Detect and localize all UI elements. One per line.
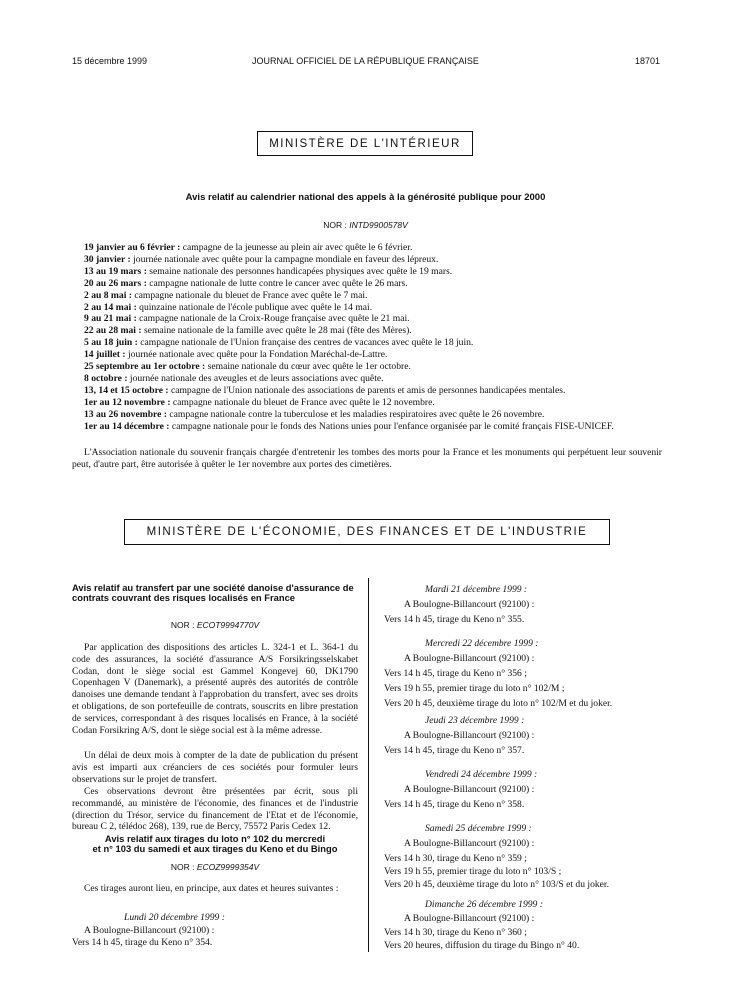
calendar-item-text: journée nationale des aveugles et de leurs associations avec quête. [127, 372, 384, 384]
calendar-item-date: 2 au 8 mai : [84, 289, 132, 301]
calendar-item-text: campagne nationale du bleuet de France avec quête le 12 novembre. [170, 396, 435, 408]
calendar-item [84, 254, 438, 265]
page-number: 18701 [634, 56, 660, 66]
schedule-place: A Boulogne-Billancourt (92100) : [404, 653, 535, 664]
schedule-day: Samedi 25 décembre 1999 : [425, 823, 532, 834]
schedule-day: Jeudi 23 décembre 1999 : [425, 715, 525, 726]
calendar-item [84, 361, 411, 372]
schedule-line: Vers 20 heures, diffusion du tirage du Bingo n° 40. [384, 940, 580, 951]
calendar-item [84, 302, 372, 313]
calendar-item [84, 290, 367, 301]
nor-code: INTD9900578V [349, 220, 408, 230]
calendar-item-date: 30 janvier : [84, 253, 131, 265]
transfer-paragraph-3: Ces observations devront être présentées par écrit, sous pli recommandé, au ministère de l'économie, des finances et de l'industrie (direction du Trésor, service du financement de l'Etat et de l'économie, bureau C 2, télédoc 268), 139, rue de Bercy, 75572 Paris Cedex 12. [72, 786, 358, 833]
calendar-item-date: 2 au 14 mai : [84, 301, 137, 313]
nor-code: ECOT9994770V [196, 620, 260, 630]
schedule-line: Vers 14 h 30, tirage du Keno n° 359 ; [384, 853, 527, 864]
calendar-item [84, 242, 412, 253]
calendar-item-date: 13 au 26 novembre : [84, 408, 167, 420]
journal-title: JOURNAL OFFICIEL DE LA RÉPUBLIQUE FRANÇAISE [252, 56, 479, 66]
calendar-item-date: 13, 14 et 15 octobre : [84, 384, 169, 396]
notice-title: Avis relatif au calendrier national des appels à la générosité publique pour 2000 [185, 192, 546, 203]
nor-label: NOR : [170, 862, 195, 872]
transfer-paragraph-2: Un délai de deux mois à compter de la date de publication du présent avis est imparti aux créanciers de ces sociétés pour formuler leurs observations sur le projet de transfert. [72, 750, 358, 785]
schedule-day: Mercredi 22 décembre 1999 : [425, 638, 539, 649]
calendar-item [84, 266, 452, 277]
calendar-item-text: semaine nationale du cœur avec quête le 1er octobre. [205, 361, 411, 372]
calendar-item-date: 1er au 12 novembre : [84, 396, 171, 408]
schedule-line: Vers 19 h 55, premier tirage du loto n° 102/M ; [384, 683, 565, 694]
calendar-item [84, 385, 565, 396]
calendar-item [84, 373, 384, 384]
schedule-line: Vers 14 h 45, tirage du Keno n° 357. [384, 745, 525, 756]
schedule-line: Vers 14 h 45, tirage du Keno n° 355. [384, 614, 525, 625]
transfer-paragraph-1: Par application des dispositions des articles L. 324-1 et L. 364-1 du code des assurances, la société d'assurance A/S Forsikringsselskabet Codan, dont le siège social est Gammel Kongevej 60, DK1790 Copenhagen V (Danemark), a présenté auprès des autorités de contrôle danoises une demande tendant à l'approbation du transfert, avec ses droits et obligations, de son portefeuille de contrats, souscrits en libre prestation de services, correspondant à des risques localisés en France, à la société Codan Forsikring A/S, dont le siège social est à la même adresse. [72, 642, 358, 736]
notice-nor [0, 220, 731, 230]
calendar-item-date: 14 juillet : [84, 349, 126, 361]
calendar-item-text: campagne de la jeunesse au plein air avec quête le 6 février. [180, 242, 413, 253]
schedule-place: A Boulogne-Billancourt (92100) : [404, 784, 535, 795]
calendar-item-text: campagne nationale contre la tuberculose et les maladies respiratoires avec quête le 26 novembre. [166, 408, 545, 420]
calendar-item-date: 20 au 26 mars : [84, 277, 147, 289]
schedule-line: Vers 14 h 45, tirage du Keno n° 354. [72, 937, 213, 948]
nor-label: NOR : [170, 620, 195, 630]
calendar-item-date: 19 janvier au 6 février : [84, 242, 181, 253]
loto-notice-title [72, 834, 358, 855]
transfer-notice-title: Avis relatif au transfert par une société danoise d'assurance de contrats couvrant des risques localisés en France [72, 582, 354, 604]
loto-notice-nor [72, 862, 358, 872]
issue-date: 15 décembre 1999 [72, 56, 148, 66]
schedule-line: Vers 14 h 45, tirage du Keno n° 356 ; [384, 668, 527, 679]
calendar-item-text: campagne de l'Union nationale des associations de parents et amis de personnes handicapées mentales. [168, 384, 566, 396]
calendar-item [84, 337, 473, 348]
nor-label: NOR : [323, 220, 347, 230]
calendar-item [84, 421, 614, 432]
schedule-place: A Boulogne-Billancourt (92100) : [84, 925, 215, 936]
calendar-item-date: 9 au 21 mai : [84, 313, 137, 325]
calendar-item [84, 349, 387, 360]
calendar-item [84, 397, 435, 408]
calendar-item-date: 25 septembre au 1er octobre : [84, 361, 206, 372]
schedule-place: A Boulogne-Billancourt (92100) : [404, 730, 535, 741]
schedule-day: Dimanche 26 décembre 1999 : [425, 899, 543, 910]
calendar-item-date: 13 au 19 mars : [84, 265, 147, 277]
transfer-notice-nor [72, 620, 358, 630]
calendar-item [84, 313, 410, 324]
calendar-item-text: campagne nationale pour le fonds des Nations unies pour l'enfance organisée par le comité français FISE-UNICEF. [169, 420, 614, 432]
calendar-item-text: campagne nationale du bleuet de France avec quête le 7 mai. [131, 289, 368, 301]
schedule-line: Vers 14 h 45, tirage du Keno n° 358. [384, 799, 525, 810]
loto-title-line-2: et n° 103 du samedi et aux tirages du Keno et du Bingo [92, 843, 338, 855]
calendar-item [84, 409, 544, 420]
schedule-day: Lundi 20 décembre 1999 : [124, 912, 225, 923]
schedule-line: Vers 20 h 45, deuxième tirage du loto n° 103/S et du joker. [384, 879, 609, 890]
column-divider [368, 578, 369, 952]
ministry-box-interior [257, 131, 473, 156]
loto-intro: Ces tirages auront lieu, en principe, aux dates et heures suivantes : [84, 883, 339, 894]
closing-paragraph: L'Association nationale du souvenir français chargée d'entretenir les tombes des morts pour la France et les monuments qui perpétuent leur souvenir peut, d'autre part, être autorisée à quêter le 1er novembre aux portes des cimetières. [72, 447, 662, 470]
schedule-day: Mardi 21 décembre 1999 : [425, 584, 528, 595]
calendar-item-date: 8 octobre : [84, 372, 128, 384]
calendar-item-date: 5 au 18 juin : [84, 337, 138, 349]
calendar-item-date: 1er au 14 décembre : [84, 420, 170, 432]
calendar-item [84, 278, 408, 289]
schedule-place: A Boulogne-Billancourt (92100) : [404, 838, 535, 849]
calendar-item-text: campagne nationale de lutte contre le cancer avec quête le 26 mars. [146, 277, 408, 289]
nor-code: ECOZ9999354V [196, 862, 260, 872]
ministry-heading-economy: MINISTÈRE DE L'ÉCONOMIE, DES FINANCES ET DE L'INDUSTRIE [146, 526, 588, 538]
schedule-line: Vers 14 h 30, tirage du Keno n° 360 ; [384, 927, 527, 938]
loto-title-line-1: Avis relatif aux tirages du loto n° 102 du mercredi [104, 833, 326, 844]
schedule-line: Vers 20 h 45, deuxième tirage du loto n° 102/M et du joker. [384, 698, 613, 709]
calendar-item-text: journée nationale avec quête pour la campagne mondiale en faveur des lépreux. [130, 253, 439, 265]
calendar-item-text: journée nationale avec quête pour la Fondation Maréchal-de-Lattre. [125, 349, 388, 361]
calendar-item-text: campagne nationale de l'Union française des centres de vacances avec quête le 18 juin. [137, 337, 474, 349]
schedule-line: Vers 19 h 55, premier tirage du loto n° 103/S ; [384, 866, 562, 877]
ministry-heading: MINISTÈRE DE L'INTÉRIEUR [269, 137, 461, 150]
calendar-item-text: semaine nationale de la famille avec quête le 28 mai (fête des Mères). [141, 325, 412, 337]
schedule-day: Vendredi 24 décembre 1999 : [425, 769, 538, 780]
calendar-item-text: campagne nationale de la Croix-Rouge française avec quête le 21 mai. [136, 313, 410, 325]
calendar-item-text: semaine nationale des personnes handicapées physiques avec quête le 19 mars. [146, 265, 453, 277]
calendar-item [84, 325, 412, 336]
ministry-box-economy [124, 519, 610, 545]
schedule-place: A Boulogne-Billancourt (92100) : [404, 599, 535, 610]
calendar-item-text: quinzaine nationale de l'école publique avec quête le 14 mai. [136, 301, 373, 313]
calendar-item-date: 22 au 28 mai : [84, 325, 142, 337]
schedule-place: A Boulogne-Billancourt (92100) : [404, 913, 535, 924]
